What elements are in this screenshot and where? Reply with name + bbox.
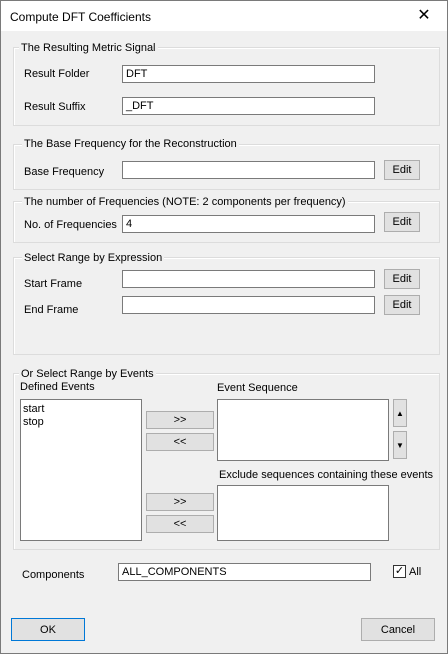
defined-events-list[interactable] xyxy=(20,399,142,541)
end-frame-input[interactable] xyxy=(122,296,375,314)
num-frequencies-edit-button[interactable]: Edit xyxy=(384,212,420,232)
range-expression-legend: Select Range by Expression xyxy=(24,252,163,264)
start-frame-label: Start Frame xyxy=(24,278,83,290)
components-input[interactable]: ALL_COMPONENTS xyxy=(118,563,371,581)
result-suffix-input[interactable]: _DFT xyxy=(122,97,375,115)
result-folder-input[interactable]: DFT xyxy=(122,65,375,83)
event-sequence-label: Event Sequence xyxy=(217,382,298,394)
all-components-checkbox[interactable]: ✓ xyxy=(394,565,405,577)
scroll-up-button[interactable]: ▲ xyxy=(393,399,407,427)
num-frequencies-label: No. of Frequencies xyxy=(24,219,117,231)
list-item[interactable]: start xyxy=(23,403,45,415)
exclude-events-list[interactable] xyxy=(217,485,389,541)
remove-event-button[interactable]: << xyxy=(146,433,214,451)
base-frequency-edit-button[interactable]: Edit xyxy=(384,160,420,180)
close-icon[interactable]: ✕ xyxy=(417,7,431,24)
num-frequencies-legend: The number of Frequencies (NOTE: 2 components per frequency) xyxy=(24,196,346,208)
ok-button[interactable]: OK xyxy=(11,618,85,641)
components-label: Components xyxy=(22,569,85,581)
base-frequency-input[interactable] xyxy=(122,161,375,179)
title-bar xyxy=(1,1,447,31)
add-exclude-button[interactable]: >> xyxy=(146,493,214,511)
event-sequence-list[interactable] xyxy=(217,399,389,461)
cancel-button[interactable]: Cancel xyxy=(361,618,435,641)
scroll-down-button[interactable]: ▼ xyxy=(393,431,407,459)
num-frequencies-input[interactable]: 4 xyxy=(122,215,375,233)
base-frequency-legend: The Base Frequency for the Reconstruction xyxy=(24,138,237,150)
remove-exclude-button[interactable]: << xyxy=(146,515,214,533)
end-frame-label: End Frame xyxy=(24,304,79,316)
list-item[interactable]: stop xyxy=(23,416,44,428)
defined-events-label: Defined Events xyxy=(20,381,95,393)
exclude-sequences-label: Exclude sequences containing these events xyxy=(219,469,434,481)
add-event-button[interactable]: >> xyxy=(146,411,214,429)
base-frequency-label: Base Frequency xyxy=(24,166,105,178)
start-frame-input[interactable] xyxy=(122,270,375,288)
range-events-legend: Or Select Range by Events xyxy=(21,368,154,380)
start-frame-edit-button[interactable]: Edit xyxy=(384,269,420,289)
metric-signal-legend: The Resulting Metric Signal xyxy=(21,42,156,54)
result-folder-label: Result Folder xyxy=(24,68,90,80)
all-components-label: All xyxy=(409,566,422,578)
result-suffix-label: Result Suffix xyxy=(24,101,86,113)
window-title: Compute DFT Coefficients xyxy=(10,10,151,24)
end-frame-edit-button[interactable]: Edit xyxy=(384,295,420,315)
